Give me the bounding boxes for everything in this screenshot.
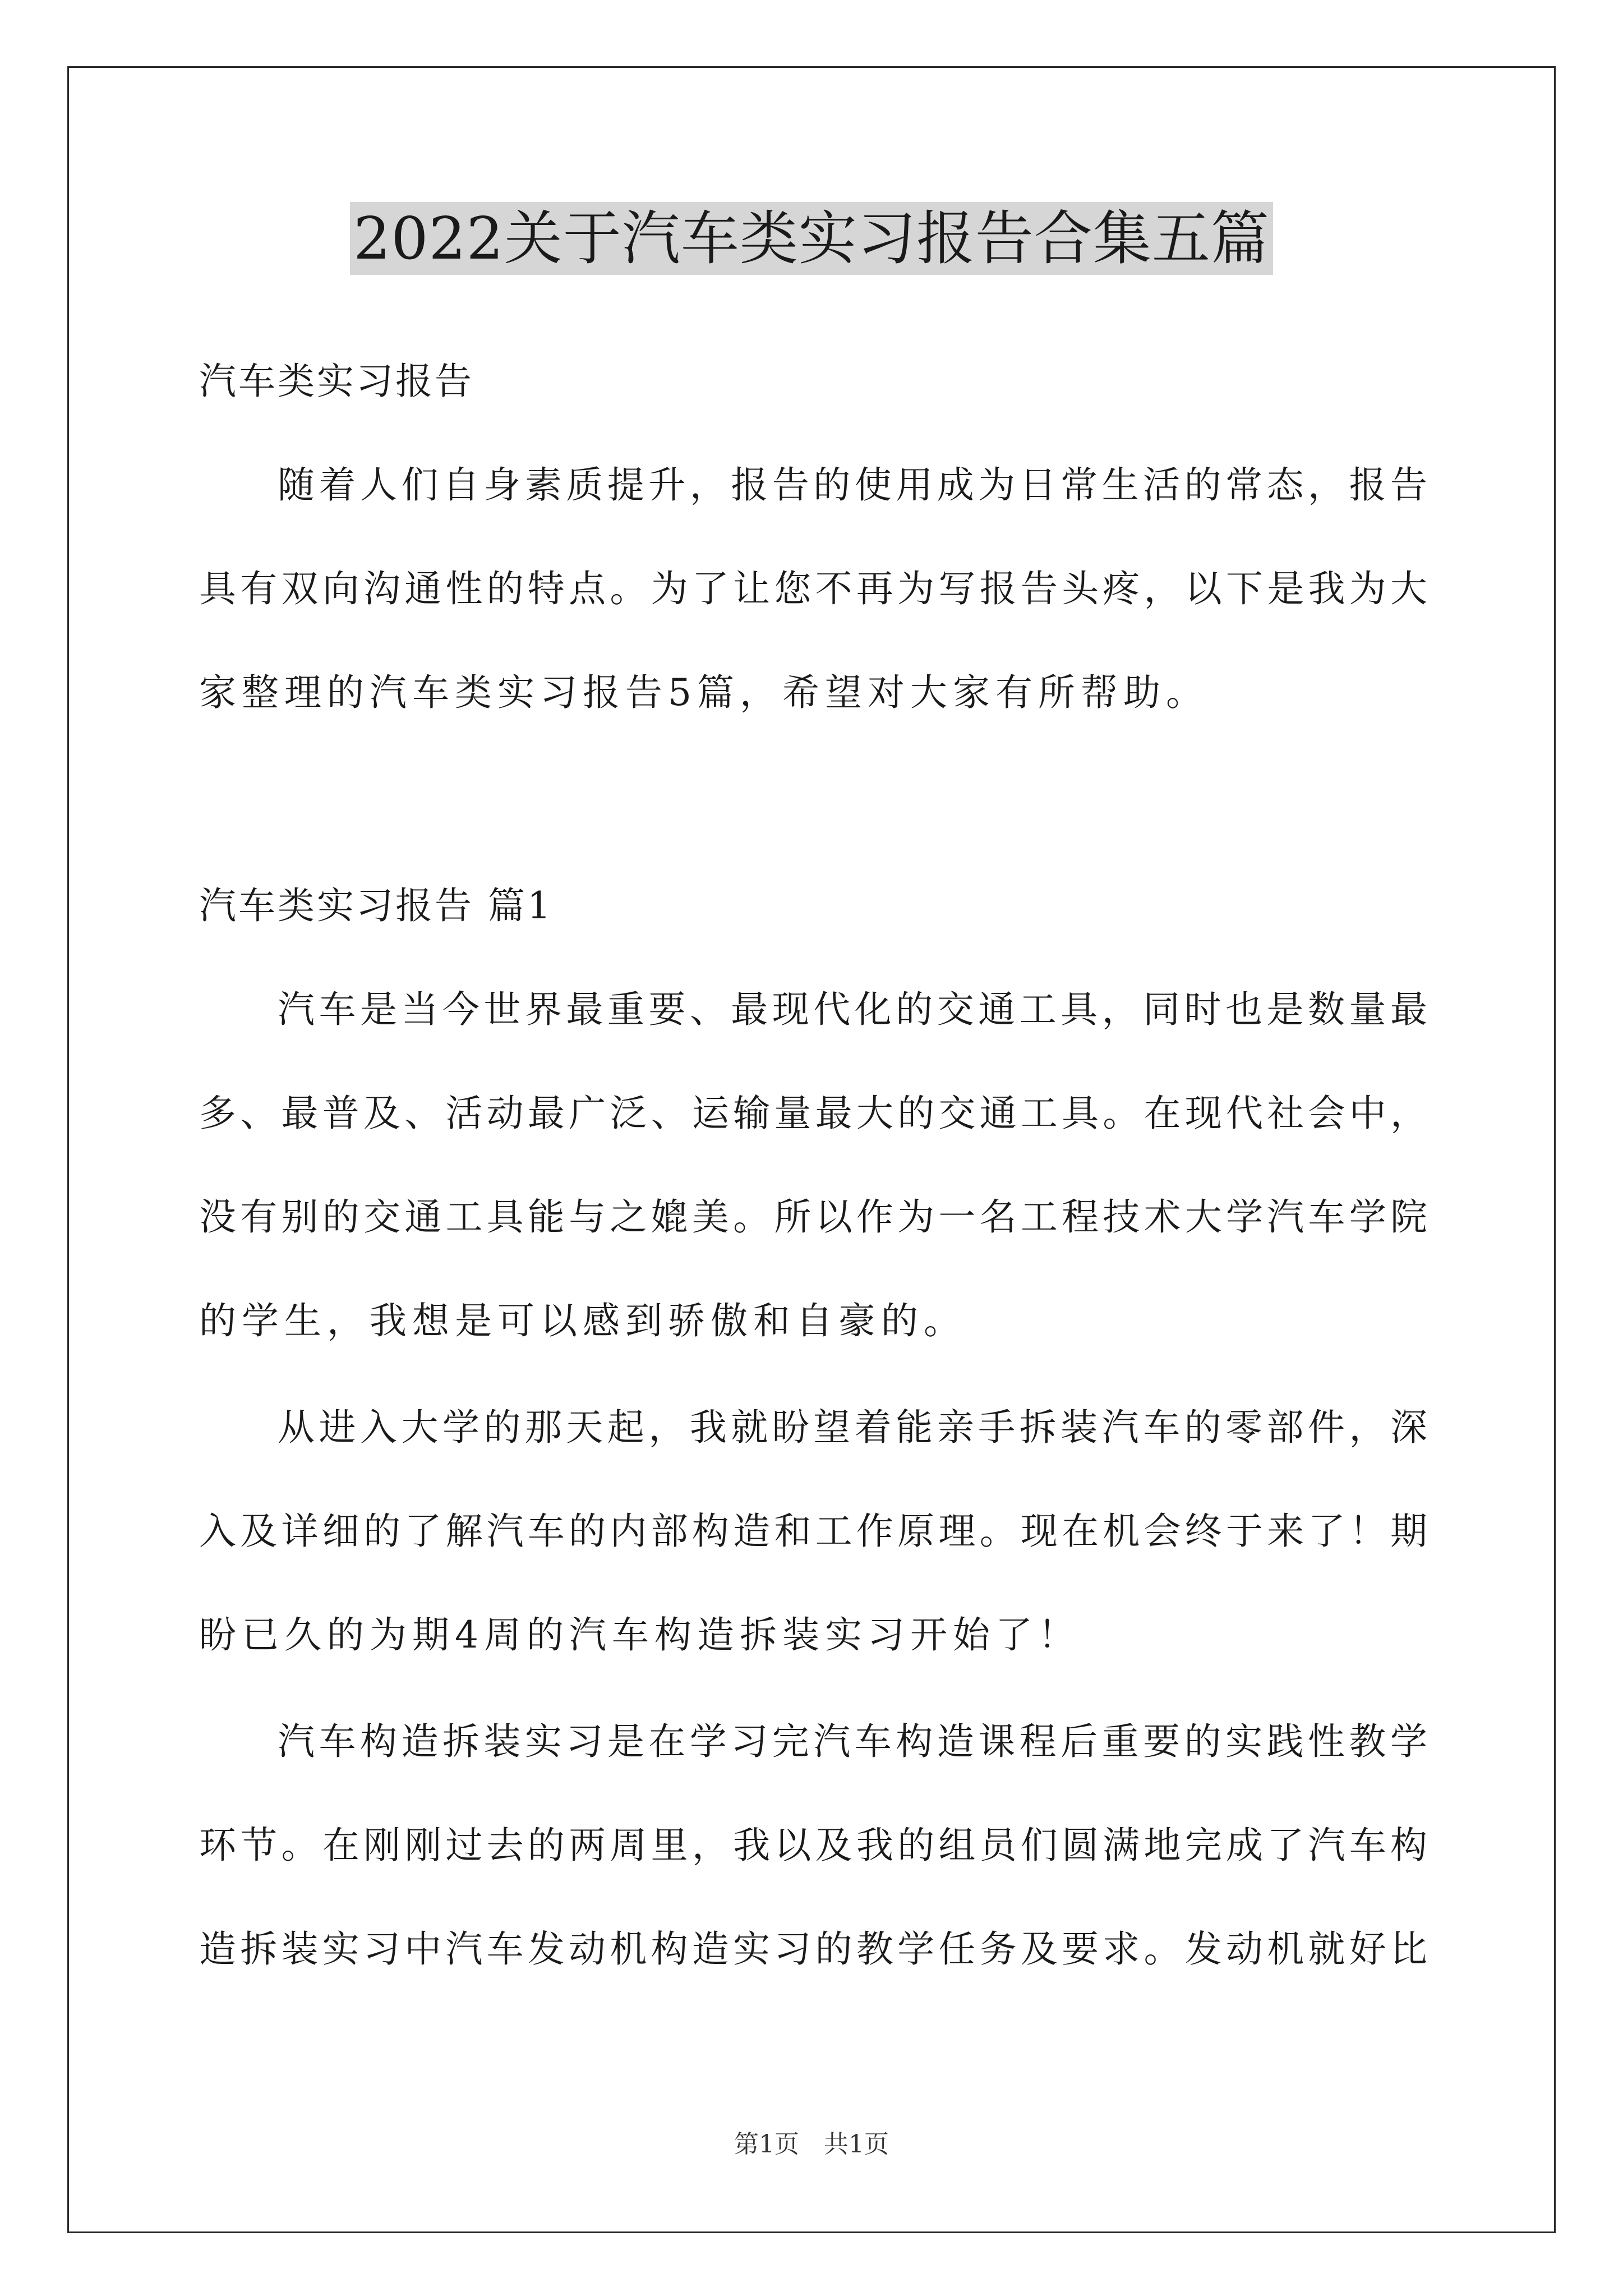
paragraph-line: 环节。在刚刚过去的两周里，我以及我的组员们圆满地完成了汽车构	[199, 1824, 1427, 1867]
section-heading: 汽车类实习报告	[199, 360, 474, 403]
paragraph-line: 汽车是当今世界最重要、最现代化的交通工具，同时也是数量最	[278, 988, 1427, 1031]
paragraph-line: 没有别的交通工具能与之媲美。所以作为一名工程技术大学汽车学院	[199, 1195, 1427, 1239]
paragraph-line: 汽车构造拆装实习是在学习完汽车构造课程后重要的实践性教学	[278, 1720, 1427, 1763]
paragraph-line: 从进入大学的那天起，我就盼望着能亲手拆装汽车的零部件，深	[278, 1406, 1427, 1449]
document-title: 2022关于汽车类实习报告合集五篇	[350, 202, 1273, 275]
chapter-heading: 汽车类实习报告 篇1	[199, 884, 553, 927]
document-title-block	[0, 202, 1623, 275]
paragraph-line: 盼已久的为期4周的汽车构造拆装实习开始了！	[199, 1613, 1081, 1657]
intro-line: 随着人们自身素质提升，报告的使用成为日常生活的常态，报告	[278, 463, 1427, 507]
intro-line: 家整理的汽车类实习报告5篇，希望对大家有所帮助。	[199, 671, 1209, 714]
paragraph-line: 多、最普及、活动最广泛、运输量最大的交通工具。在现代社会中，	[199, 1092, 1427, 1135]
paragraph-line: 的学生，我想是可以感到骄傲和自豪的。	[199, 1299, 966, 1342]
paragraph-line: 入及详细的了解汽车的内部构造和工作原理。现在机会终于来了！期	[199, 1510, 1427, 1553]
paragraph-line: 造拆装实习中汽车发动机构造实习的教学任务及要求。发动机就好比	[199, 1927, 1427, 1971]
intro-line: 具有双向沟通性的特点。为了让您不再为写报告头疼，以下是我为大	[199, 567, 1427, 610]
page-footer: 第1页 共1页	[734, 2130, 889, 2159]
